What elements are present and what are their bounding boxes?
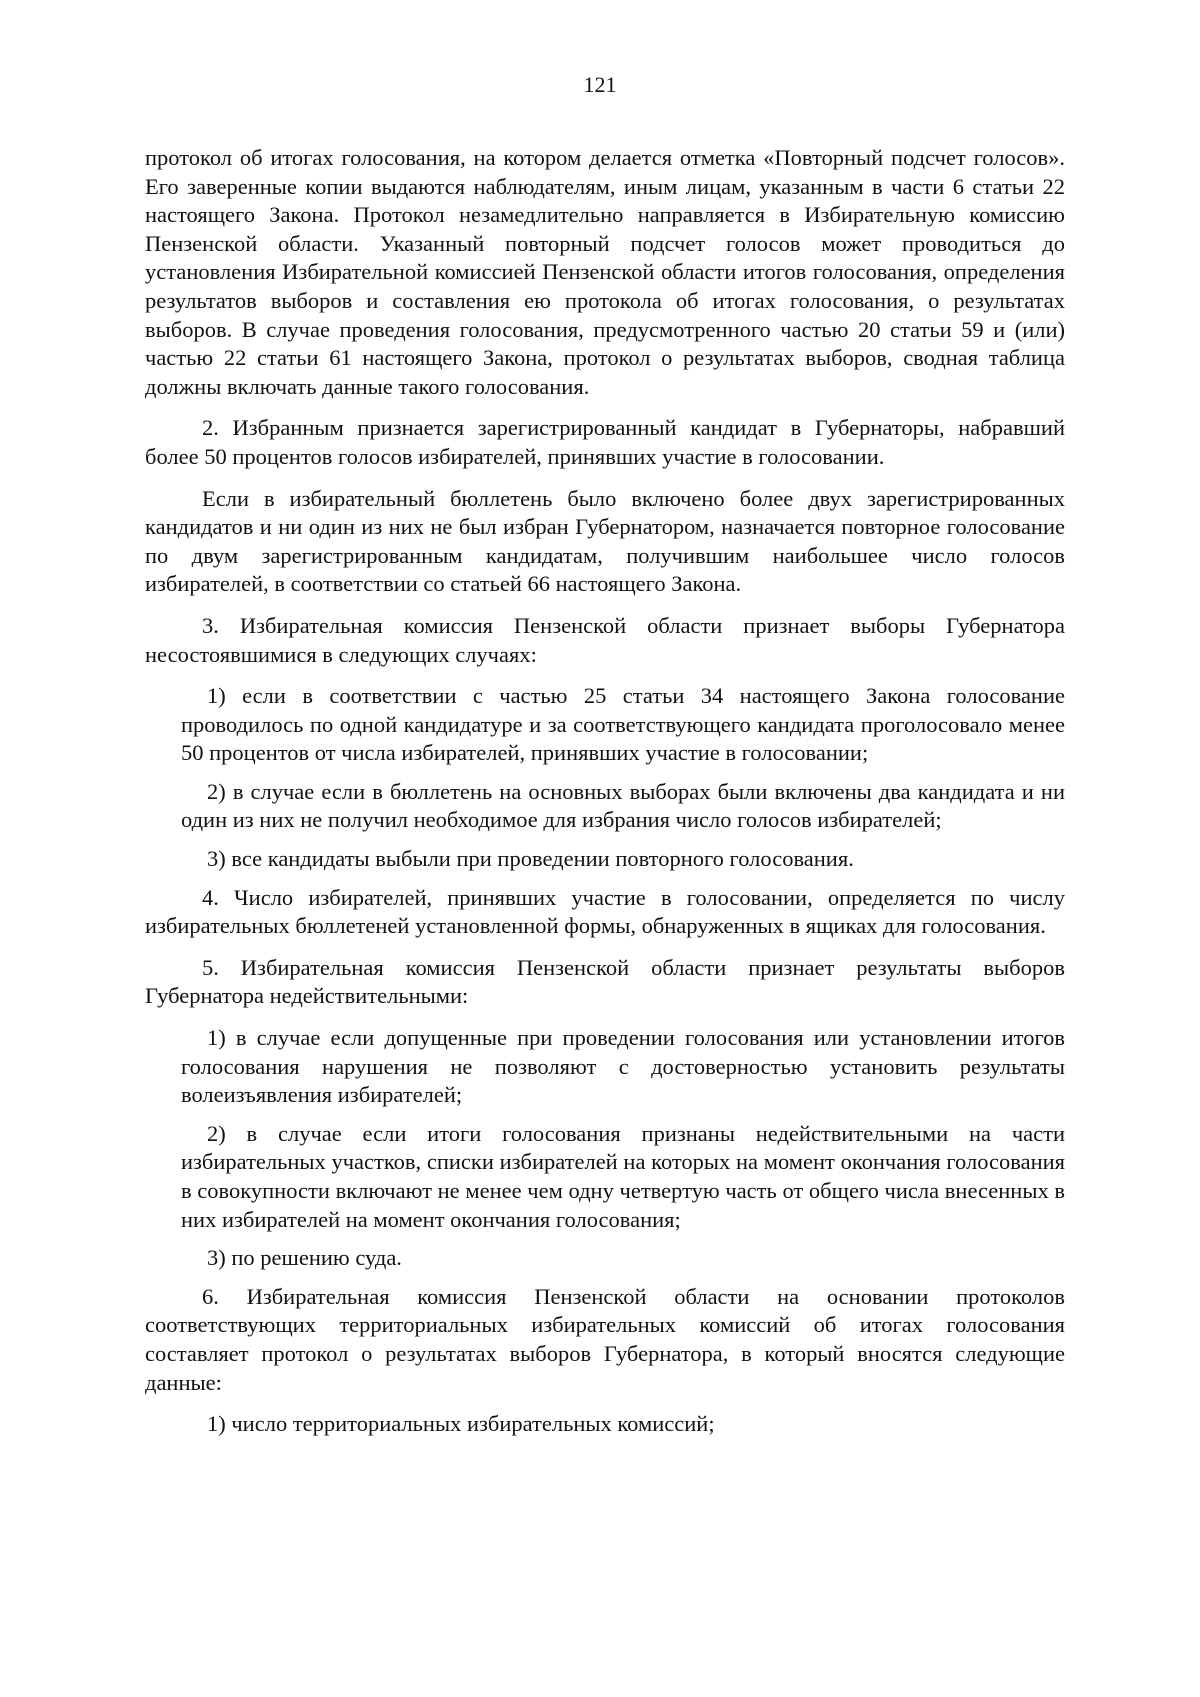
paragraph-part-4: 4. Число избирателей, принявших участие в голосовании, определяется по числу избирательных бюллетеней установленной формы, обнаруженных в ящиках для голосования. (145, 884, 1065, 939)
paragraph-continuation: протокол об итогах голосования, на котором делается отметка «Повторный подсчет голосов». Его заверенные копии выдаются наблюдателям, иным лицам, указанным в части 6 статьи 22 настоящего Закона. Протокол незамедлительно направляется в Избирательную комиссию Пензенской области. Указанный повторный подсчет голосов может проводиться до установления Избирательной комиссией Пензенской области итогов голосования, определения результатов выборов и составления ею протокола об итогах голосования, о результатах выборов. В случае проведения голосования, предусмотренного частью 20 статьи 59 и (или) частью 22 статьи 61 настоящего Закона, протокол о результатах выборов, сводная таблица должны включать данные такого голосования. (145, 145, 1065, 399)
list-item-6-1: 1) число территориальных избирательных комиссий; (207, 1411, 715, 1437)
paragraph-part-5: 5. Избирательная комиссия Пензенской области признает результаты выборов Губернатора недействительными: (145, 954, 1065, 1009)
list-item-5-1: 1) в случае если допущенные при проведении голосования или установлении итогов голосования нарушения не позволяют с достоверностью установить результаты волеизъявления избирателей; (181, 1025, 1065, 1108)
list-item-3-3: 3) все кандидаты выбыли при проведении повторного голосования. (207, 846, 854, 872)
list-item-3-1: 1) если в соответствии с частью 25 статьи 34 настоящего Закона голосование проводилось по одной кандидатуре и за соответствующего кандидата проголосовало менее 50 процентов от числа избирателей, принявших участие в голосовании; (181, 683, 1065, 766)
list-item-3-2: 2) в случае если в бюллетень на основных выборах были включены два кандидата и ни один из них не получил необходимое для избрания число голосов избирателей; (181, 778, 1065, 833)
paragraph-part-6: 6. Избирательная комиссия Пензенской области на основании протоколов соответствующих территориальных избирательных комиссий об итогах голосования составляет протокол о результатах выборов Губернатора, в который вносятся следующие данные: (145, 1283, 1065, 1395)
page-number: 121 (583, 72, 617, 97)
document-body (145, 144, 1065, 1449)
list-item-5-3: 3) по решению суда. (207, 1245, 402, 1271)
paragraph-part-2: 2. Избранным признается зарегистрированный кандидат в Губернаторы, набравший более 50 процентов голосов избирателей, принявших участие в голосовании. (145, 415, 1065, 469)
paragraph-part-2-second: Если в избирательный бюллетень было включено более двух зарегистрированных кандидатов и ни один из них не был избран Губернатором, назначается повторное голосование по двум зарегистрированным кандидатам, получившим наибольшее число голосов избирателей, в соответствии со статьей 66 настоящего Закона. (145, 485, 1065, 597)
list-item-5-2: 2) в случае если итоги голосования признаны недействительными на части избирательных участков, списки избирателей на которых на момент окончания голосования в совокупности включают не менее чем одну четвертую часть от общего числа внесенных в них избирателей на момент окончания голосования; (181, 1120, 1065, 1232)
paragraph-part-3: 3. Избирательная комиссия Пензенской области признает выборы Губернатора несостоявшимися в следующих случаях: (145, 612, 1065, 667)
